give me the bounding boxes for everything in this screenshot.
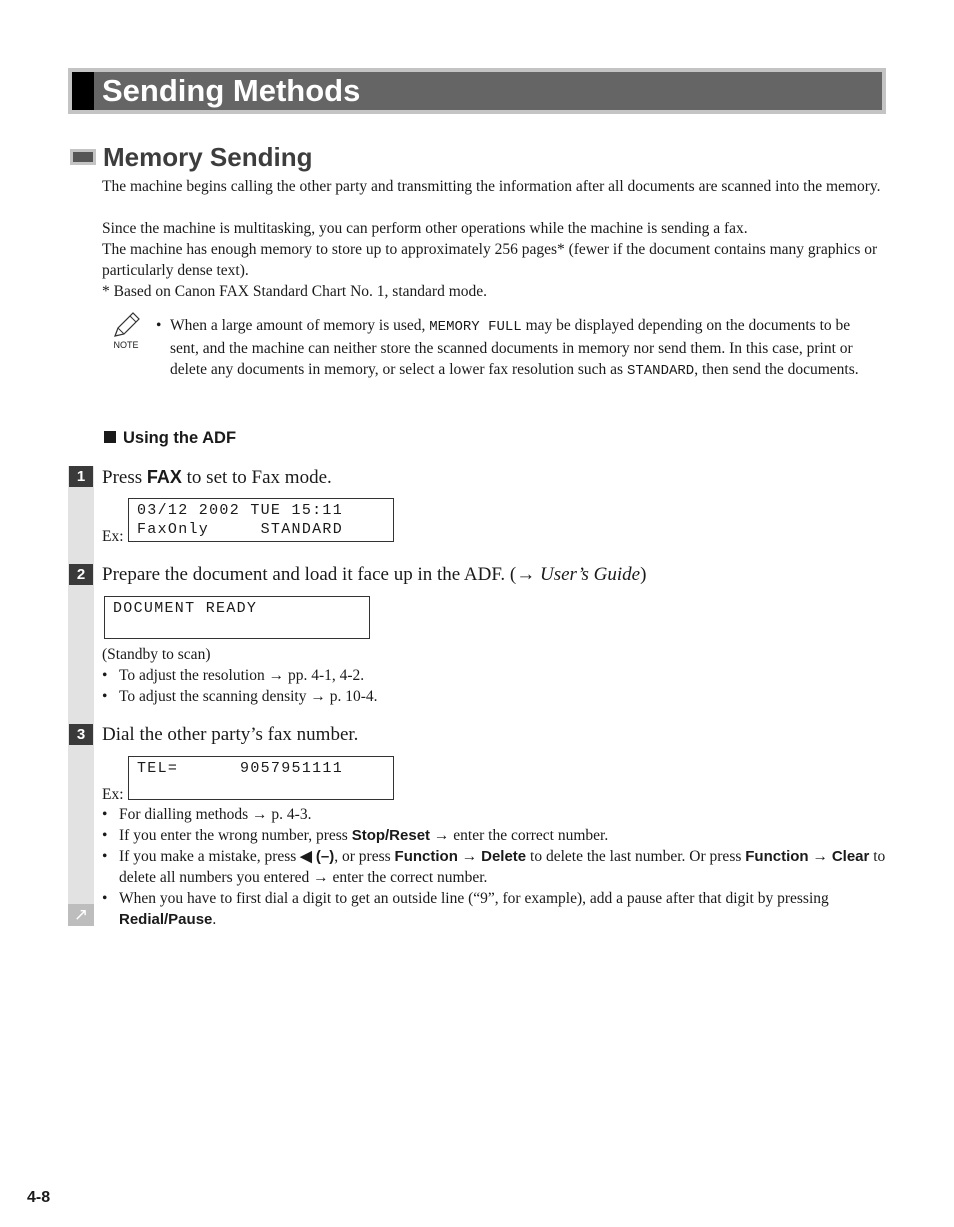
title-bar-inner bbox=[72, 72, 882, 110]
step-1-lcd-display bbox=[128, 498, 394, 542]
key-function: Function bbox=[745, 848, 809, 865]
bullet-text: to delete all numbers you entered → enter the correct number. bbox=[119, 848, 886, 886]
subheading bbox=[104, 427, 236, 449]
step-2-lcd-display bbox=[104, 596, 370, 639]
paragraph-1: The machine begins calling the other party and transmitting the information after all documents are scanned into the memory. bbox=[102, 178, 881, 195]
step-1-example-label: Ex: bbox=[102, 528, 124, 545]
list-item: • For dialling methods → p. 4-3. bbox=[102, 804, 887, 825]
steps-side-bar bbox=[68, 466, 94, 926]
step-2-lcd-line-1: DOCUMENT READY bbox=[113, 600, 258, 617]
footnote: * Based on Canon FAX Standard Chart No. 1, standard mode. bbox=[102, 283, 488, 300]
step-1-text-after: to set to Fax mode. bbox=[181, 467, 332, 488]
list-item: • To adjust the scanning density → p. 10-4. bbox=[102, 686, 887, 707]
key-stop-reset: Stop/Reset bbox=[351, 827, 431, 844]
note-bullet: • bbox=[156, 317, 162, 334]
list-item bbox=[102, 825, 887, 846]
page-number: 4-8 bbox=[27, 1189, 51, 1206]
note-text-part-3: , then send the documents. bbox=[694, 361, 859, 378]
note-pencil-icon bbox=[108, 310, 144, 352]
note-code-memory-full: MEMORY FULL bbox=[429, 319, 522, 335]
bullet-text: → bbox=[808, 848, 832, 865]
section-marker-icon bbox=[70, 149, 96, 165]
bullet-text: If you enter the wrong number, press bbox=[119, 827, 352, 844]
step-1-key-fax: FAX bbox=[146, 467, 182, 487]
page-title: Sending Methods bbox=[102, 73, 361, 108]
step-1-lcd-line-2: FaxOnly STANDARD bbox=[137, 521, 344, 538]
step-1-text bbox=[102, 465, 332, 490]
paragraph-2: Since the machine is multitasking, you can perform other operations while the machine is sending a fax. bbox=[102, 220, 748, 237]
bullet-text: If you make a mistake, press bbox=[119, 848, 301, 865]
step-number-2: 2 bbox=[69, 564, 93, 585]
note-text-part-1: When a large amount of memory is used, bbox=[170, 317, 430, 334]
list-item bbox=[102, 888, 887, 930]
key-clear: Clear bbox=[831, 848, 870, 865]
bullet-text: to delete the last number. Or press bbox=[526, 848, 746, 865]
step-2-text-before: Prepare the document and load it face up in the ADF. (→ bbox=[102, 564, 540, 585]
step-3-bullet-list bbox=[102, 804, 887, 930]
note-text bbox=[170, 315, 870, 382]
step-1-text-before: Press bbox=[102, 467, 147, 488]
key-redial-pause: Redial/Pause bbox=[119, 911, 213, 928]
end-arrow-icon: ↗ bbox=[68, 904, 94, 926]
key-delete: Delete bbox=[481, 848, 527, 865]
step-number-3: 3 bbox=[69, 724, 93, 745]
step-3-lcd-display bbox=[128, 756, 394, 800]
note-text-part-2: may be displayed depending on the documents to be sent, and the machine can neither store the scanned documents in memory nor send them. In this case, print or delete any documents in memory, or select a lower fax resolution such as bbox=[170, 317, 853, 378]
bullet-text: → enter the correct number. bbox=[430, 827, 609, 844]
paragraph-3: The machine has enough memory to store up to approximately 256 pages* (fewer if the document contains many graphics or particularly dense text). bbox=[102, 241, 878, 279]
note-label: NOTE bbox=[113, 340, 139, 350]
bullet-text: → bbox=[457, 848, 482, 865]
key-left-arrow: ◀ (–) bbox=[300, 848, 335, 865]
section-title: Memory Sending bbox=[103, 142, 313, 172]
step-3-lcd-line-1: TEL= 9057951111 bbox=[137, 760, 344, 777]
step-2-bullet-list bbox=[102, 665, 887, 707]
note-code-standard: STANDARD bbox=[626, 363, 695, 379]
subheading-text: Using the ADF bbox=[123, 429, 237, 447]
title-bar-marker bbox=[72, 72, 94, 110]
step-2-users-guide: User’s Guide bbox=[540, 564, 641, 585]
step-2-caption: (Standby to scan) bbox=[102, 646, 211, 663]
bullet-text: , or press bbox=[334, 848, 395, 865]
step-3-example-label: Ex: bbox=[102, 786, 124, 803]
step-1-lcd-line-1: 03/12 2002 TUE 15:11 bbox=[137, 502, 344, 519]
step-number-1: 1 bbox=[69, 466, 93, 487]
subheading-square-icon bbox=[104, 431, 116, 443]
key-function: Function bbox=[394, 848, 458, 865]
list-item: • To adjust the resolution → pp. 4-1, 4-2. bbox=[102, 665, 887, 686]
step-2-text-after: ) bbox=[640, 564, 647, 585]
step-3-text: Dial the other party’s fax number. bbox=[102, 724, 359, 745]
step-2-text bbox=[102, 563, 646, 587]
bullet-text: . bbox=[212, 911, 217, 928]
list-item bbox=[102, 846, 887, 888]
bullet-text: When you have to first dial a digit to get an outside line (“9”, for example), add a pause after that digit by pressing bbox=[119, 890, 829, 907]
title-bar bbox=[68, 68, 886, 114]
